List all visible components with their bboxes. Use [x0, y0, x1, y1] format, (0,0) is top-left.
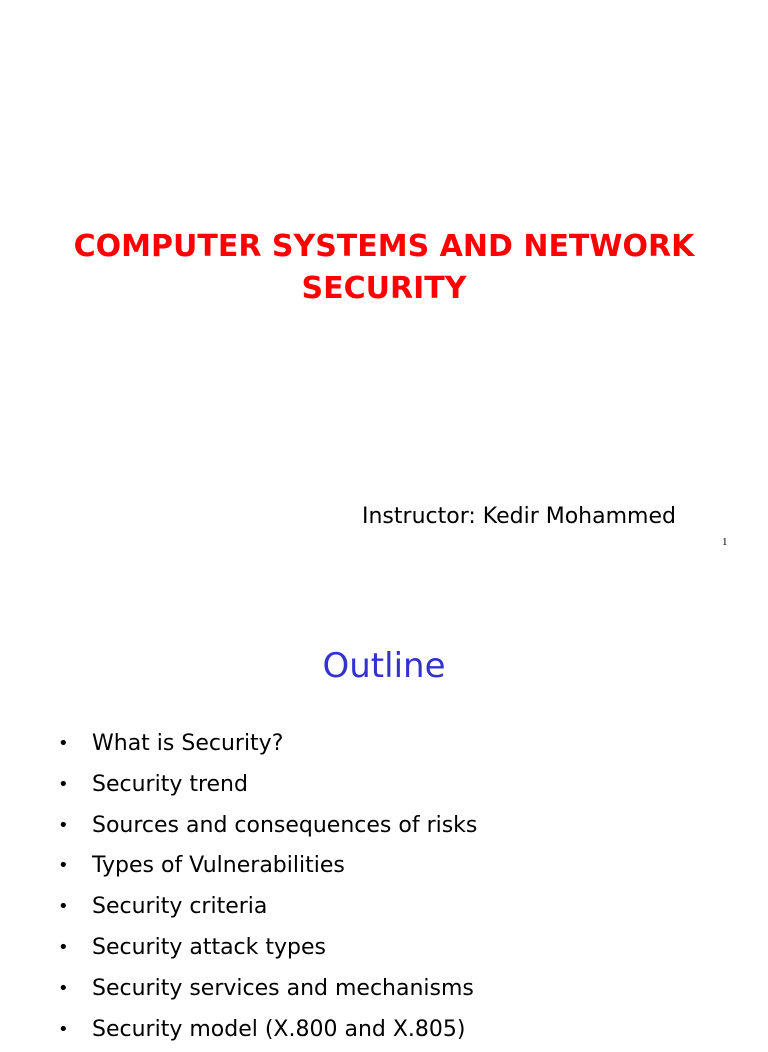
bullet-icon: •: [58, 733, 69, 754]
list-item-text: What is Security?: [92, 731, 284, 756]
outline-title: Outline: [322, 646, 446, 686]
slide-title: [0, 226, 768, 310]
bullet-icon: •: [58, 773, 69, 795]
bullet-icon: •: [58, 977, 69, 999]
list-item-text: Security services and mechanisms: [92, 975, 474, 1001]
bullet-icon: •: [58, 896, 69, 918]
bullet-icon: •: [58, 936, 69, 958]
bullet-icon: •: [58, 855, 69, 877]
bullet-icon: •: [58, 814, 69, 836]
slide-title-line-2: SECURITY: [301, 271, 467, 306]
list-item-text: Security trend: [92, 771, 248, 797]
instructor-label: Instructor: Kedir Mohammed: [362, 504, 676, 529]
list-item-text: Security attack types: [92, 934, 326, 960]
bullet-icon: •: [58, 1018, 69, 1040]
list-item-text: Types of Vulnerabilities: [92, 853, 345, 879]
slide-title-line-1: COMPUTER SYSTEMS AND NETWORK: [73, 229, 695, 264]
list-item-text: Security criteria: [92, 894, 268, 920]
list-item-text: Sources and consequences of risks: [92, 812, 478, 838]
outline-slide: [0, 576, 768, 1042]
page-number: 1: [722, 536, 728, 548]
list-item-text: Security model (X.800 and X.805): [92, 1016, 466, 1042]
